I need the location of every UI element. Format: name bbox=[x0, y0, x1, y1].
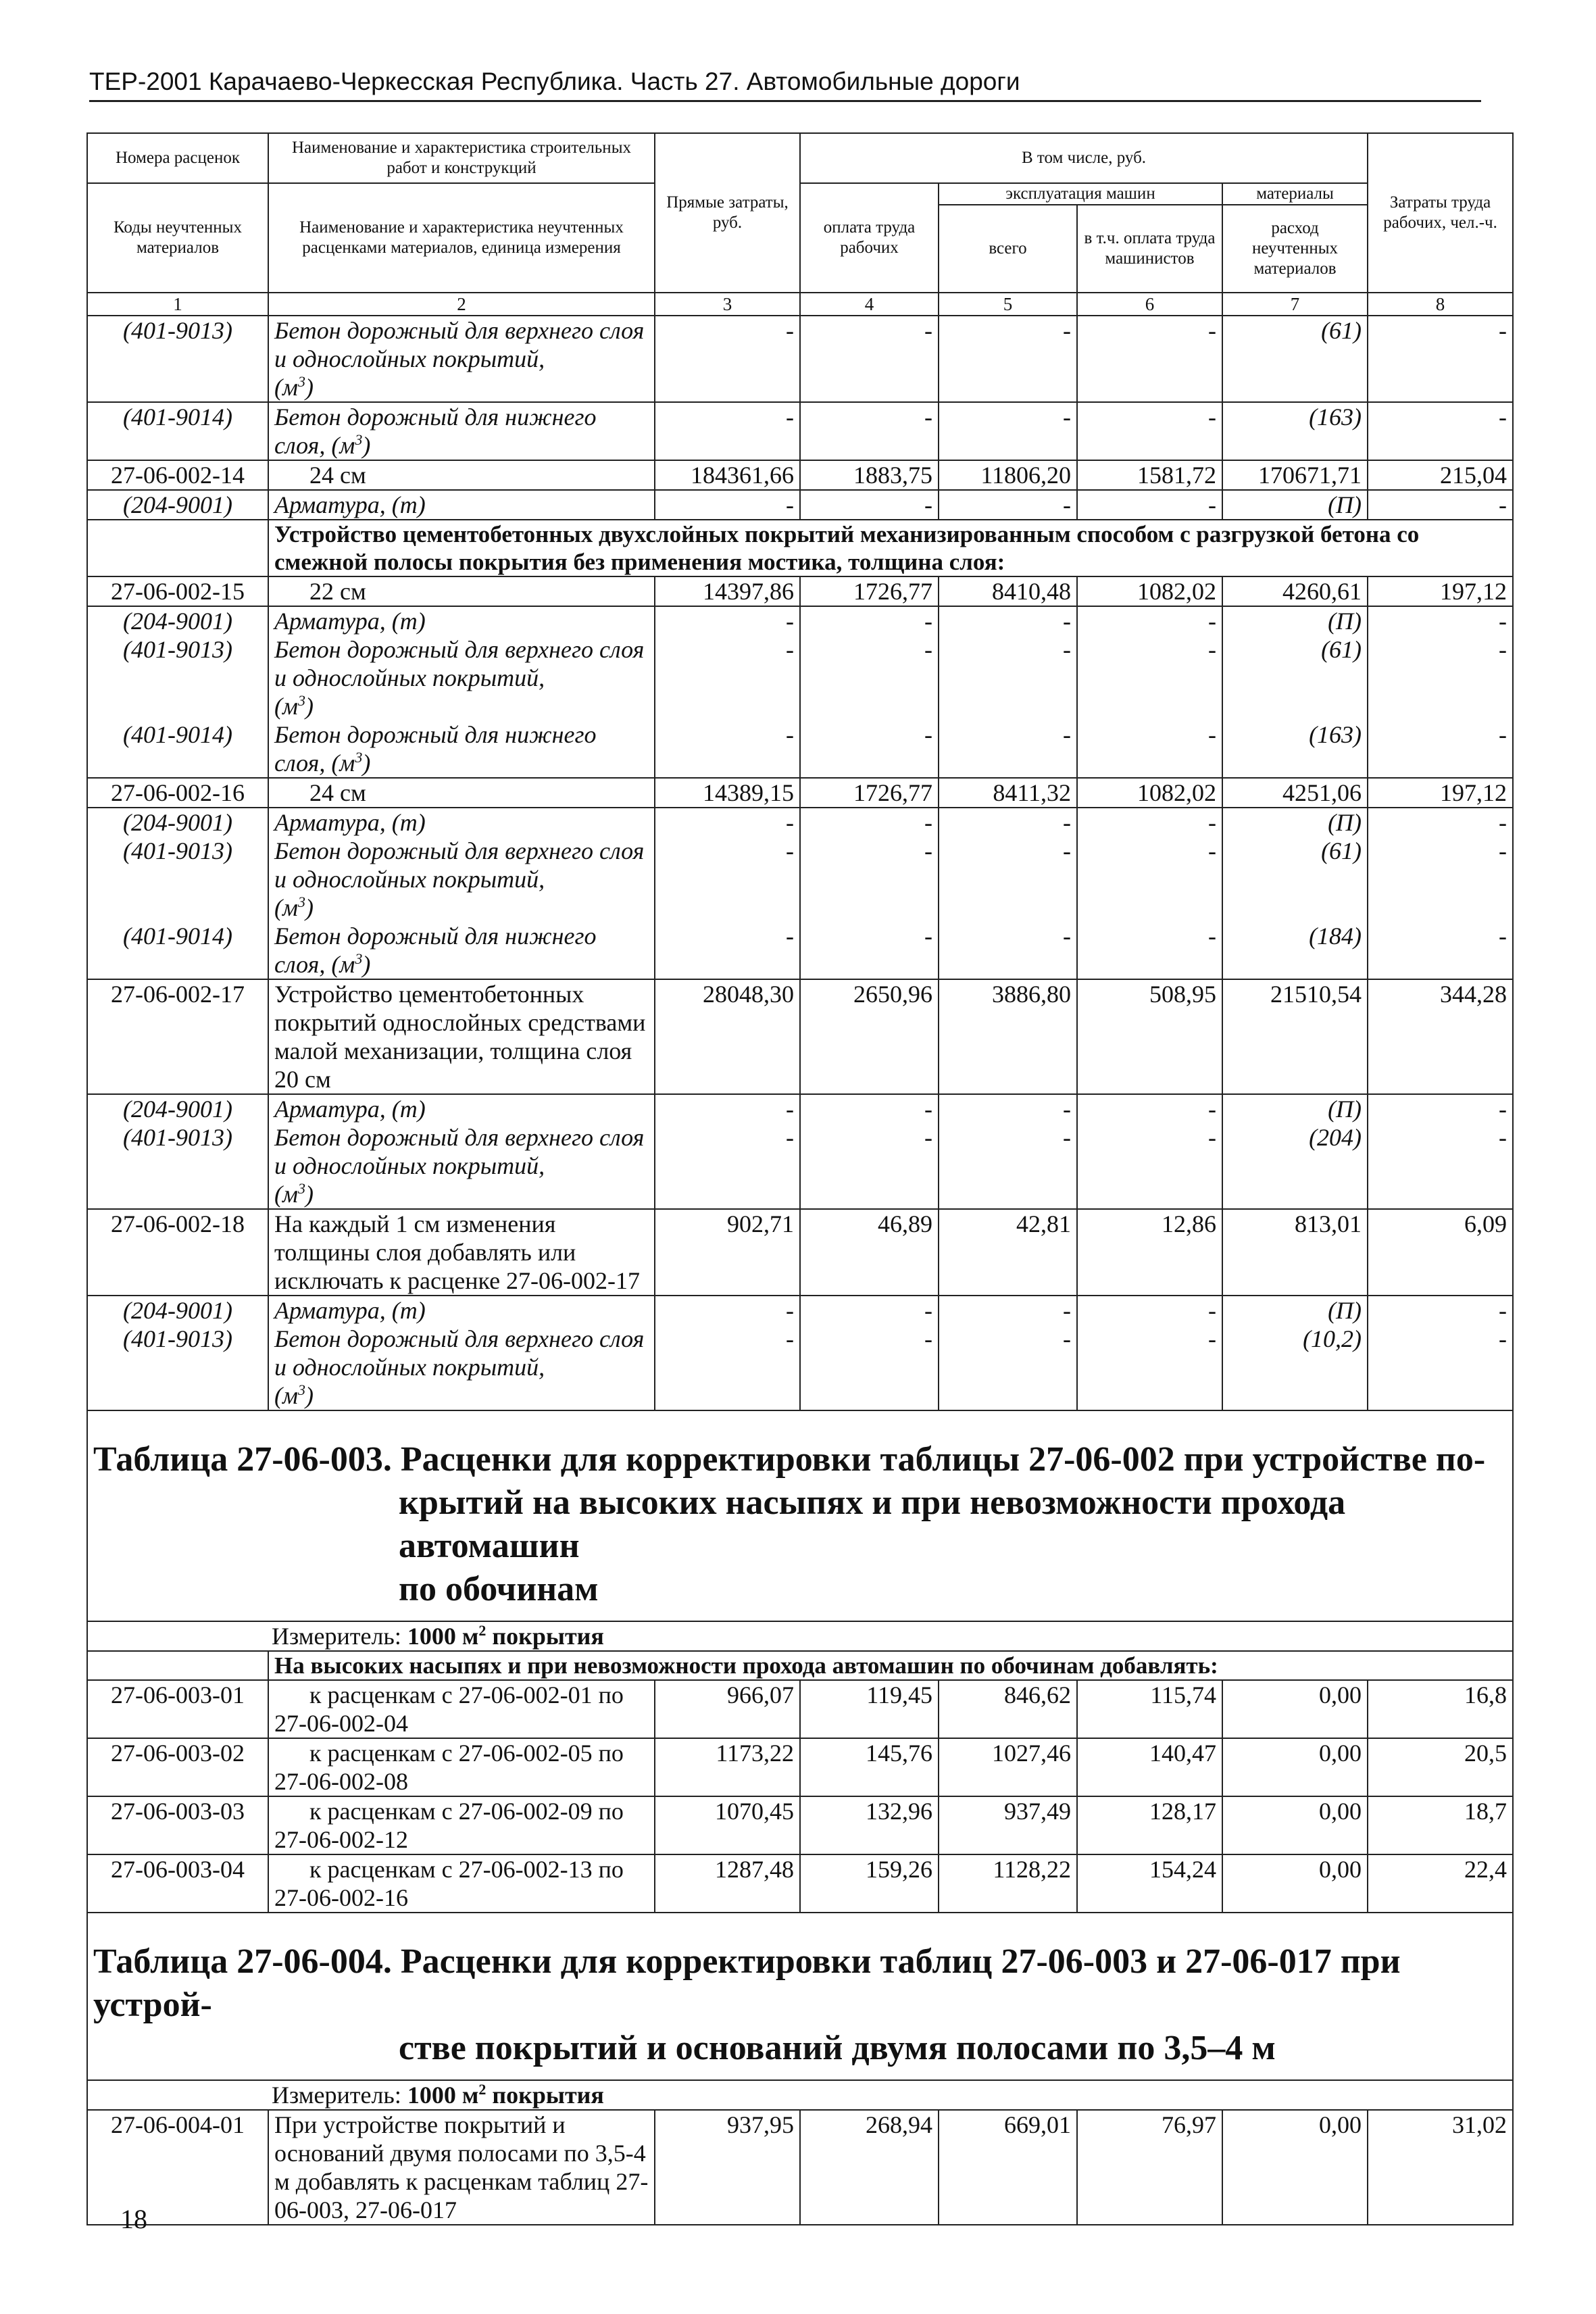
table-cell: - bbox=[1368, 837, 1513, 922]
table-cell: - bbox=[939, 1123, 1077, 1209]
table-cell: 8410,48 bbox=[939, 576, 1077, 606]
table-cell: (61) bbox=[1222, 837, 1368, 922]
table-cell: - bbox=[800, 1296, 939, 1325]
table-row bbox=[87, 720, 1513, 778]
table-cell: 14389,15 bbox=[655, 778, 800, 808]
material-qty: (61) bbox=[1222, 316, 1368, 402]
table-cell: - bbox=[1077, 402, 1222, 460]
table-cell: - bbox=[800, 922, 939, 979]
table-cell: (401-9013) bbox=[87, 837, 268, 922]
table-cell: 0,00 bbox=[1222, 1796, 1368, 1854]
table-cell: 1082,02 bbox=[1077, 576, 1222, 606]
table-cell: 0,00 bbox=[1222, 1680, 1368, 1738]
table-cell: (П) bbox=[1222, 606, 1368, 635]
table-cell: - bbox=[939, 808, 1077, 837]
table-cell: к расценкам с 27-06-002-09 по 27-06-002-12 bbox=[268, 1796, 655, 1854]
table-cell: 197,12 bbox=[1368, 576, 1513, 606]
table-cell: 1128,22 bbox=[939, 1854, 1077, 1913]
table-cell: Бетон дорожный для нижнего слоя, $(м^3)$ bbox=[268, 720, 655, 778]
table-cell: 24 см bbox=[268, 778, 655, 808]
col-num: 3 bbox=[655, 293, 800, 316]
section-title: Устройство цементобетонных двухслойных покрытий механизированным способом с разгрузкой бетона со смежной полосы покрытия без применения мостика, толщина слоя: bbox=[268, 520, 1513, 576]
table-cell: - bbox=[939, 1296, 1077, 1325]
table-row bbox=[87, 460, 1513, 490]
section-row bbox=[87, 520, 1513, 576]
table-cell: 128,17 bbox=[1077, 1796, 1222, 1854]
table-cell: 197,12 bbox=[1368, 778, 1513, 808]
table-cell: 3886,80 bbox=[939, 979, 1077, 1094]
table-cell: - bbox=[939, 1094, 1077, 1123]
table-cell: - bbox=[655, 1094, 800, 1123]
section-row bbox=[87, 1651, 1513, 1680]
table-row bbox=[87, 402, 1513, 460]
table-cell: 4251,06 bbox=[1222, 778, 1368, 808]
table-cell: (163) bbox=[1222, 720, 1368, 778]
table-row bbox=[87, 490, 1513, 520]
table-cell: к расценкам с 27-06-002-13 по 27-06-002-16 bbox=[268, 1854, 655, 1913]
table-cell: - bbox=[800, 402, 939, 460]
table-cell: - bbox=[939, 922, 1077, 979]
table-cell: 1287,48 bbox=[655, 1854, 800, 1913]
header-code-top: Номера расценок bbox=[87, 133, 268, 183]
table-row bbox=[87, 1094, 1513, 1123]
table-cell: - bbox=[1368, 490, 1513, 520]
header-name-top: Наименование и характеристика строительных работ и конструкций bbox=[268, 133, 655, 183]
table-cell: 966,07 bbox=[655, 1680, 800, 1738]
table-cell: - bbox=[655, 635, 800, 720]
table-cell: (204-9001) bbox=[87, 808, 268, 837]
header-direct: Прямые затраты, руб. bbox=[655, 133, 800, 293]
table-cell: Бетон дорожный для нижнего слоя, $(м^3)$ bbox=[268, 922, 655, 979]
table-cell: - bbox=[800, 1094, 939, 1123]
table-cell: - bbox=[1077, 635, 1222, 720]
table-cell: (401-9013) bbox=[87, 1123, 268, 1209]
table-cell: Арматура, (т) bbox=[268, 1094, 655, 1123]
col-num: 6 bbox=[1077, 293, 1222, 316]
table-row bbox=[87, 606, 1513, 635]
table-cell: (204-9001) bbox=[87, 1094, 268, 1123]
table-row bbox=[87, 316, 1513, 402]
table-cell: 27-06-002-18 bbox=[87, 1209, 268, 1296]
table-cell: - bbox=[1368, 720, 1513, 778]
table-cell: 115,74 bbox=[1077, 1680, 1222, 1738]
table-cell: - bbox=[1368, 922, 1513, 979]
table-cell: - bbox=[1077, 606, 1222, 635]
table-cell: 215,04 bbox=[1368, 460, 1513, 490]
table-cell: (П) bbox=[1222, 1296, 1368, 1325]
table-cell: 1070,45 bbox=[655, 1796, 800, 1854]
table-row bbox=[87, 1796, 1513, 1854]
table-cell: 76,97 bbox=[1077, 2110, 1222, 2225]
table-cell: 16,8 bbox=[1368, 1680, 1513, 1738]
table-cell: 170671,71 bbox=[1222, 460, 1368, 490]
table-cell: - bbox=[939, 635, 1077, 720]
table-cell: 42,81 bbox=[939, 1209, 1077, 1296]
table-cell: Бетон дорожный для верхнего слоя и однослойных покрытий, $(м^3)$ bbox=[268, 1325, 655, 1410]
table-row bbox=[87, 2110, 1513, 2225]
table-cell: Арматура, (т) bbox=[268, 490, 655, 520]
table-cell: - bbox=[655, 922, 800, 979]
table-cell: 1173,22 bbox=[655, 1738, 800, 1796]
table-cell: - bbox=[1077, 808, 1222, 837]
table-cell bbox=[87, 520, 268, 576]
table-cell: 669,01 bbox=[939, 2110, 1077, 2225]
unit-row-004 bbox=[87, 2080, 1513, 2110]
table-row bbox=[87, 635, 1513, 720]
col-num: 5 bbox=[939, 293, 1077, 316]
table-cell: (401-9013) bbox=[87, 1325, 268, 1410]
table-title-004 bbox=[87, 1913, 1513, 2080]
table-row bbox=[87, 979, 1513, 1094]
table-cell: 0,00 bbox=[1222, 1854, 1368, 1913]
rates-sheet bbox=[86, 132, 1512, 2225]
table-row bbox=[87, 778, 1513, 808]
table-cell: - bbox=[800, 720, 939, 778]
table-cell: - bbox=[939, 490, 1077, 520]
col-num: 2 bbox=[268, 293, 655, 316]
col-num: 1 bbox=[87, 293, 268, 316]
table-cell: - bbox=[939, 720, 1077, 778]
table-cell: При устройстве покрытий и оснований двумя полосами по 3,5-4 м добавлять к расценкам таблиц 27-06-003, 27-06-017 bbox=[268, 2110, 655, 2225]
table-cell: - bbox=[800, 1123, 939, 1209]
table-cell: 6,09 bbox=[1368, 1209, 1513, 1296]
table-cell: 22,4 bbox=[1368, 1854, 1513, 1913]
page-number: 18 bbox=[120, 2204, 147, 2234]
material-name: Бетон дорожный для нижнего слоя, $(м^3)$ bbox=[268, 402, 655, 460]
col-num: 4 bbox=[800, 293, 939, 316]
material-code: (401-9013) bbox=[87, 316, 268, 402]
table-cell: - bbox=[1368, 1325, 1513, 1410]
table-cell: Бетон дорожный для верхнего слоя и однослойных покрытий, $(м^3)$ bbox=[268, 837, 655, 922]
table-row bbox=[87, 808, 1513, 837]
table-cell: 12,86 bbox=[1077, 1209, 1222, 1296]
table-cell: - bbox=[1368, 808, 1513, 837]
page-header: ТЕР-2001 Карачаево-Черкесская Республика. Часть 27. Автомобильные дороги bbox=[89, 68, 1481, 102]
header-materials-sub: расход неучтенных материалов bbox=[1222, 205, 1368, 293]
table-row bbox=[87, 837, 1513, 922]
table-cell: Арматура, (т) bbox=[268, 606, 655, 635]
table-cell: - bbox=[939, 402, 1077, 460]
table-cell: - bbox=[800, 490, 939, 520]
table-cell: - bbox=[655, 402, 800, 460]
table-cell: - bbox=[800, 316, 939, 402]
table-cell: 27-06-003-04 bbox=[87, 1854, 268, 1913]
table-cell: 27-06-002-15 bbox=[87, 576, 268, 606]
table-cell: 27-06-004-01 bbox=[87, 2110, 268, 2225]
table-row bbox=[87, 1123, 1513, 1209]
table-cell: Бетон дорожный для верхнего слоя и однослойных покрытий, $(м^3)$ bbox=[268, 635, 655, 720]
material-qty: (163) bbox=[1222, 402, 1368, 460]
table-cell bbox=[87, 1651, 268, 1680]
table-cell: (П) bbox=[1222, 808, 1368, 837]
table-cell: - bbox=[655, 1296, 800, 1325]
table-cell: - bbox=[1368, 1296, 1513, 1325]
table-cell: Измеритель: 1000 $м^2$ покрытия bbox=[87, 1621, 1513, 1651]
table-cell: - bbox=[939, 837, 1077, 922]
table-cell: - bbox=[939, 316, 1077, 402]
table-cell: - bbox=[1077, 1123, 1222, 1209]
table-cell: 140,47 bbox=[1077, 1738, 1222, 1796]
table-cell: 508,95 bbox=[1077, 979, 1222, 1094]
table-cell: 27-06-003-03 bbox=[87, 1796, 268, 1854]
table-cell: (204-9001) bbox=[87, 490, 268, 520]
table-cell: к расценкам с 27-06-002-05 по 27-06-002-08 bbox=[268, 1738, 655, 1796]
table-cell: 28048,30 bbox=[655, 979, 800, 1094]
table-cell: 31,02 bbox=[1368, 2110, 1513, 2225]
table-cell: (184) bbox=[1222, 922, 1368, 979]
table-row bbox=[87, 1325, 1513, 1410]
table-cell: (61) bbox=[1222, 635, 1368, 720]
table-cell: 27-06-003-01 bbox=[87, 1680, 268, 1738]
table-cell: к расценкам с 27-06-002-01 по 27-06-002-04 bbox=[268, 1680, 655, 1738]
table-cell: 1726,77 bbox=[800, 778, 939, 808]
table-cell: 132,96 bbox=[800, 1796, 939, 1854]
table-cell: 937,95 bbox=[655, 2110, 800, 2225]
table-cell: - bbox=[1077, 1296, 1222, 1325]
table-cell: Таблица 27-06-004. Расценки для корректировки таблиц 27-06-003 и 27-06-017 при устрой- стве покрытий и оснований двумя полосами по 3,5–4 м bbox=[87, 1913, 1513, 2080]
table-cell: - bbox=[1077, 720, 1222, 778]
table-cell: 159,26 bbox=[800, 1854, 939, 1913]
table-cell: Измеритель: 1000 $м^2$ покрытия bbox=[87, 2080, 1513, 2110]
table-cell: 4260,61 bbox=[1222, 576, 1368, 606]
header-code-bottom: Коды неучтенных материалов bbox=[87, 183, 268, 293]
table-cell: Таблица 27-06-003. Расценки для корректировки таблицы 27-06-002 при устройстве по- крытий на высоких насыпях и при невозможности прохода автомашин по обочинам bbox=[87, 1410, 1513, 1621]
table-cell: Бетон дорожный для верхнего слоя и однослойных покрытий, $(м^3)$ bbox=[268, 1123, 655, 1209]
table-cell: 14397,86 bbox=[655, 576, 800, 606]
table-cell: 18,7 bbox=[1368, 1796, 1513, 1854]
table-cell: 0,00 bbox=[1222, 1738, 1368, 1796]
table-cell: На каждый 1 см изменения толщины слоя добавлять или исключать к расценке 27-06-002-17 bbox=[268, 1209, 655, 1296]
table-row bbox=[87, 922, 1513, 979]
table-cell: (204-9001) bbox=[87, 1296, 268, 1325]
table-row bbox=[87, 576, 1513, 606]
table-cell: (П) bbox=[1222, 490, 1368, 520]
rates-table bbox=[86, 132, 1514, 2225]
material-name: Бетон дорожный для верхнего слоя и однослойных покрытий, $(м^3)$ bbox=[268, 316, 655, 402]
table-cell: - bbox=[655, 808, 800, 837]
table-cell: - bbox=[1368, 606, 1513, 635]
table-cell: 11806,20 bbox=[939, 460, 1077, 490]
table-cell: - bbox=[1077, 922, 1222, 979]
header-machines-wage: в т.ч. оплата труда машинистов bbox=[1077, 205, 1222, 293]
table-title-003 bbox=[87, 1410, 1513, 1621]
table-cell: - bbox=[1077, 490, 1222, 520]
table-cell: 154,24 bbox=[1077, 1854, 1222, 1913]
table-cell: (10,2) bbox=[1222, 1325, 1368, 1410]
table-row bbox=[87, 1209, 1513, 1296]
rate-code: 27-06-002-14 bbox=[87, 460, 268, 490]
table-row bbox=[87, 1680, 1513, 1738]
col-num: 8 bbox=[1368, 293, 1513, 316]
table-cell: - bbox=[655, 837, 800, 922]
table-cell: 27-06-002-16 bbox=[87, 778, 268, 808]
table-cell: 27-06-003-02 bbox=[87, 1738, 268, 1796]
material-code: (401-9014) bbox=[87, 402, 268, 460]
table-cell: - bbox=[1368, 402, 1513, 460]
table-cell: - bbox=[655, 1123, 800, 1209]
header-name-bottom: Наименование и характеристика неучтенных расценками материалов, единица измерения bbox=[268, 183, 655, 293]
table-cell: 8411,32 bbox=[939, 778, 1077, 808]
table-cell: 1082,02 bbox=[1077, 778, 1222, 808]
table-row bbox=[87, 1296, 1513, 1325]
table-cell: - bbox=[655, 720, 800, 778]
table-cell: (П) bbox=[1222, 1094, 1368, 1123]
table-cell: (401-9014) bbox=[87, 922, 268, 979]
table-cell: - bbox=[1368, 635, 1513, 720]
table-cell: - bbox=[1368, 316, 1513, 402]
table-cell: Арматура, (т) bbox=[268, 1296, 655, 1325]
table-cell: 1883,75 bbox=[800, 460, 939, 490]
header-machines-all: всего bbox=[939, 205, 1077, 293]
table-cell: 20,5 bbox=[1368, 1738, 1513, 1796]
header-work: оплата труда рабочих bbox=[800, 183, 939, 293]
table-cell: На высоких насыпях и при невозможности прохода автомашин по обочинам добавлять: bbox=[268, 1651, 1513, 1680]
table-cell: - bbox=[1368, 1094, 1513, 1123]
table-cell: 813,01 bbox=[1222, 1209, 1368, 1296]
table-cell: 1581,72 bbox=[1077, 460, 1222, 490]
table-cell: - bbox=[800, 1325, 939, 1410]
table-cell: - bbox=[800, 808, 939, 837]
rate-name: 24 см bbox=[268, 460, 655, 490]
table-cell: 119,45 bbox=[800, 1680, 939, 1738]
table-cell: - bbox=[1368, 1123, 1513, 1209]
table-cell: - bbox=[800, 606, 939, 635]
table-row bbox=[87, 1854, 1513, 1913]
table-cell: 344,28 bbox=[1368, 979, 1513, 1094]
table-cell: 1027,46 bbox=[939, 1738, 1077, 1796]
table-cell: - bbox=[939, 1325, 1077, 1410]
table-cell: - bbox=[800, 837, 939, 922]
table-cell: - bbox=[1077, 1325, 1222, 1410]
table-cell: 846,62 bbox=[939, 1680, 1077, 1738]
table-cell: - bbox=[800, 635, 939, 720]
table-cell: - bbox=[655, 316, 800, 402]
table-cell: (204) bbox=[1222, 1123, 1368, 1209]
table-row bbox=[87, 1738, 1513, 1796]
table-cell: 21510,54 bbox=[1222, 979, 1368, 1094]
table-cell: 2650,96 bbox=[800, 979, 939, 1094]
table-cell: (401-9014) bbox=[87, 720, 268, 778]
table-cell: Арматура, (т) bbox=[268, 808, 655, 837]
table-cell: 27-06-002-17 bbox=[87, 979, 268, 1094]
table-cell: - bbox=[1077, 837, 1222, 922]
table-cell: - bbox=[655, 606, 800, 635]
table-cell: 46,89 bbox=[800, 1209, 939, 1296]
table-cell: - bbox=[939, 606, 1077, 635]
table-cell: 1726,77 bbox=[800, 576, 939, 606]
table-cell: (204-9001) bbox=[87, 606, 268, 635]
table-cell: Устройство цементобетонных покрытий однослойных средствами малой механизации, толщина слоя 20 см bbox=[268, 979, 655, 1094]
header-incl: В том числе, руб. bbox=[800, 133, 1368, 183]
table-cell: 184361,66 bbox=[655, 460, 800, 490]
table-cell: - bbox=[655, 490, 800, 520]
table-cell: (401-9013) bbox=[87, 635, 268, 720]
table-cell: 902,71 bbox=[655, 1209, 800, 1296]
table-cell: 268,94 bbox=[800, 2110, 939, 2225]
header-materials: материалы bbox=[1222, 183, 1368, 205]
table-cell: 937,49 bbox=[939, 1796, 1077, 1854]
table-cell: 0,00 bbox=[1222, 2110, 1368, 2225]
table-cell: 145,76 bbox=[800, 1738, 939, 1796]
table-cell: - bbox=[1077, 1094, 1222, 1123]
header-machines: эксплуатация машин bbox=[939, 183, 1222, 205]
table-cell: 22 см bbox=[268, 576, 655, 606]
header-labor: Затраты труда рабочих, чел.-ч. bbox=[1368, 133, 1513, 293]
col-num: 7 bbox=[1222, 293, 1368, 316]
table-cell: - bbox=[1077, 316, 1222, 402]
unit-row-003 bbox=[87, 1621, 1513, 1651]
table-cell: - bbox=[655, 1325, 800, 1410]
